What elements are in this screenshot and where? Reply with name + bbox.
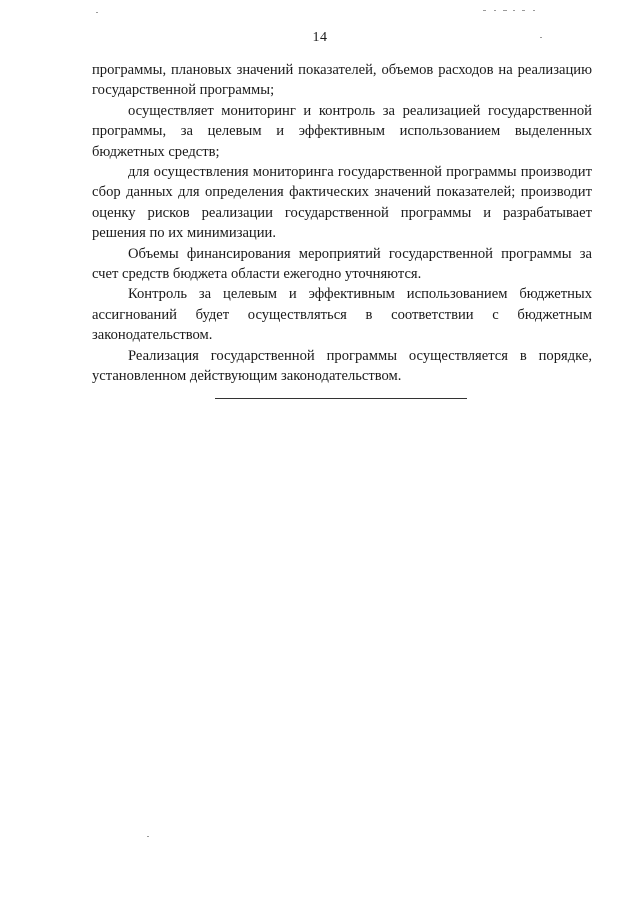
scan-speck [494, 10, 496, 11]
closing-rule [215, 398, 467, 399]
page-number: 14 [312, 30, 328, 45]
scan-speck [96, 12, 98, 13]
paragraph-implementation: Реализация государственной программы осуществляется в порядке, установленном действующим законодательством. [92, 347, 592, 385]
scan-speck [513, 10, 515, 11]
paragraph-monitoring-control: осуществляет мониторинг и контроль за реализацией государственной программы, за целевым и эффективным использованием выделенных бюджетных средств; [92, 102, 592, 160]
body-text [92, 60, 592, 387]
paragraph-data-collection: для осуществления мониторинга государственной программы производит сбор данных для определения фактических значений показателей; производит оценку рисков реализации государственной программы и разрабатывает решения по их минимизации. [92, 164, 592, 242]
scan-speck [503, 10, 507, 11]
paragraph-funding-volumes: Объемы финансирования мероприятий государственной программы за счет средств бюджета области ежегодно уточняются. [92, 245, 592, 283]
scan-speck [483, 10, 486, 11]
paragraph-budget-control: Контроль за целевым и эффективным использованием бюджетных ассигнований будет осуществляться в соответствии с бюджетным законодательством. [92, 286, 592, 344]
paragraph-continuation: программы, плановых значений показателей, объемов расходов на реализацию государственной программы; [92, 62, 592, 99]
scan-speck [533, 10, 535, 11]
scan-speck [522, 10, 525, 11]
scan-speck [147, 836, 149, 837]
